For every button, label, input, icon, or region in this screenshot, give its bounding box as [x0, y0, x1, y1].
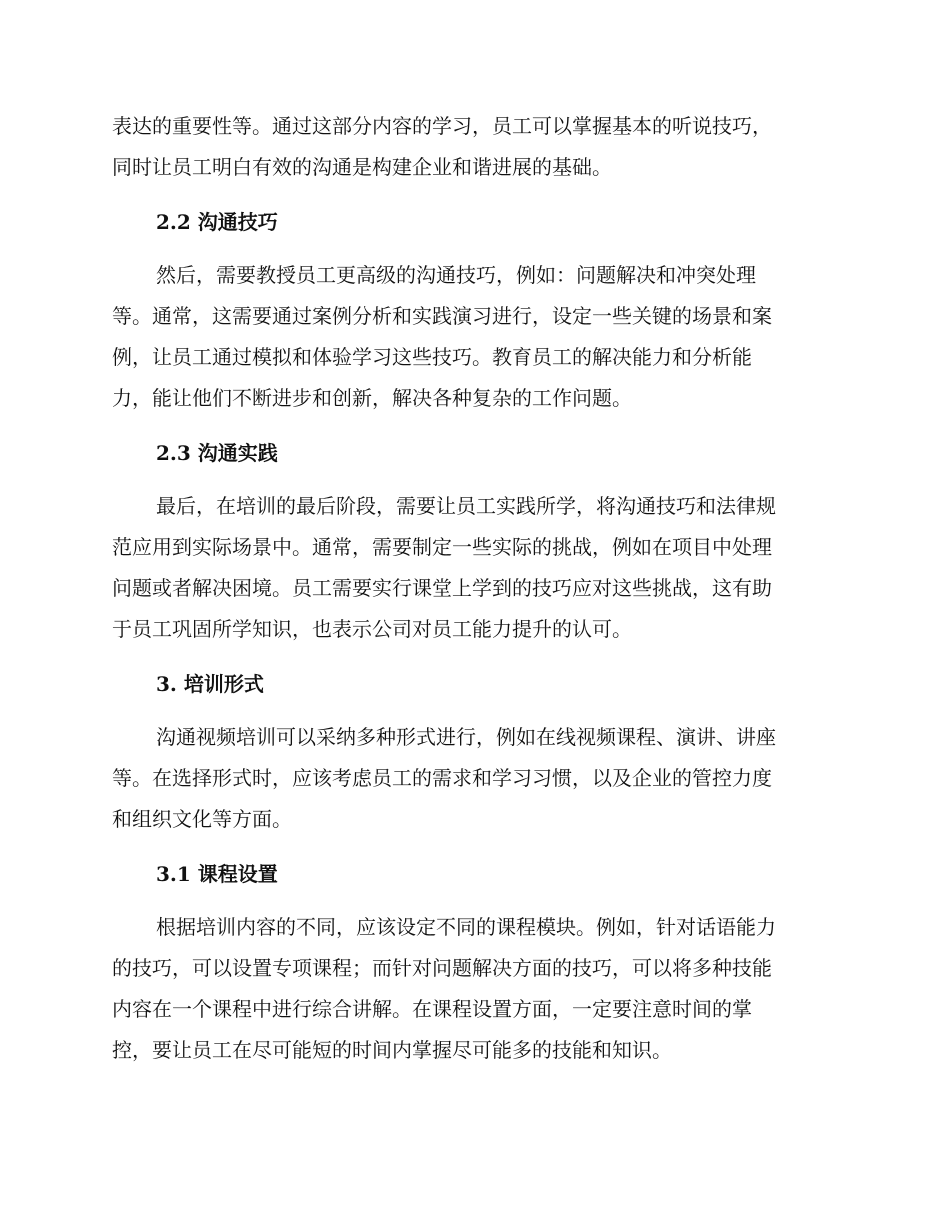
paragraph-line: 和组织文化等方面。 — [112, 807, 292, 831]
paragraph-course-setup — [112, 907, 838, 1071]
paragraph-line: 于员工巩固所学知识，也表示公司对员工能力提升的认可。 — [112, 617, 632, 641]
paragraph-line: 控，要让员工在尽可能短的时间内掌握尽可能多的技能和知识。 — [112, 1038, 672, 1062]
section-heading-3-1: 3.1 课程设置 — [156, 862, 278, 886]
paragraph-line: 等。在选择形式时，应该考虑员工的需求和学习习惯，以及企业的管控力度 — [112, 766, 772, 790]
paragraph-line: 然后，需要教授员工更高级的沟通技巧，例如：问题解决和冲突处理 — [156, 263, 756, 287]
paragraph-line: 内容在一个课程中进行综合讲解。在课程设置方面，一定要注意时间的掌 — [112, 997, 752, 1021]
section-heading-3: 3. 培训形式 — [156, 672, 264, 696]
paragraph-line: 同时让员工明白有效的沟通是构建企业和谐进展的基础。 — [112, 155, 612, 179]
paragraph-training-format — [112, 717, 838, 840]
section-heading-2-3: 2.3 沟通实践 — [156, 441, 278, 465]
paragraph-intro-continued — [112, 106, 838, 188]
paragraph-communication-practice — [112, 486, 838, 650]
paragraph-communication-skills — [112, 255, 838, 419]
paragraph-line: 力，能让他们不断进步和创新，解决各种复杂的工作问题。 — [112, 386, 632, 410]
section-heading-2-2: 2.2 沟通技巧 — [156, 210, 278, 234]
paragraph-line: 的技巧，可以设置专项课程；而针对问题解决方面的技巧，可以将多种技能 — [112, 956, 772, 980]
paragraph-line: 范应用到实际场景中。通常，需要制定一些实际的挑战，例如在项目中处理 — [112, 535, 772, 559]
paragraph-line: 最后，在培训的最后阶段，需要让员工实践所学，将沟通技巧和法律规 — [156, 494, 776, 518]
paragraph-line: 表达的重要性等。通过这部分内容的学习，员工可以掌握基本的听说技巧， — [112, 114, 772, 138]
paragraph-line: 例，让员工通过模拟和体验学习这些技巧。教育员工的解决能力和分析能 — [112, 345, 752, 369]
paragraph-line: 沟通视频培训可以采纳多种形式进行，例如在线视频课程、演讲、讲座 — [156, 725, 776, 749]
paragraph-line: 问题或者解决困境。员工需要实行课堂上学到的技巧应对这些挑战，这有助 — [112, 576, 772, 600]
paragraph-line: 等。通常，这需要通过案例分析和实践演习进行，设定一些关键的场景和案 — [112, 304, 772, 328]
paragraph-line: 根据培训内容的不同，应该设定不同的课程模块。例如，针对话语能力 — [156, 915, 776, 939]
